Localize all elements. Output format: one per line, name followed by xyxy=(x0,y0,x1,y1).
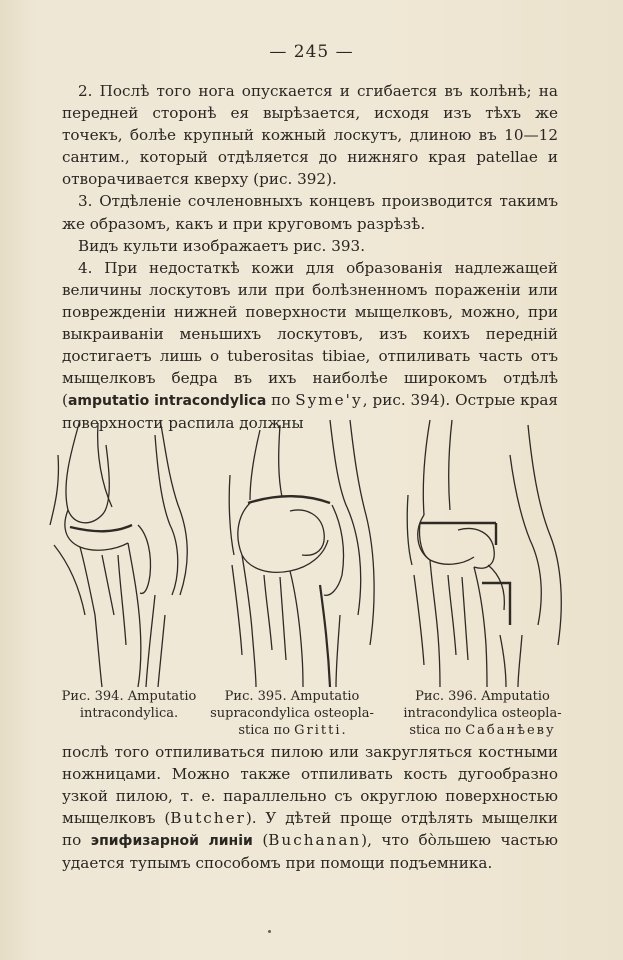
p4-text-b: по xyxy=(266,391,296,410)
caption-395-line2: supracondylica osteopla- xyxy=(210,706,374,721)
figure-396-illustration xyxy=(400,415,580,690)
caption-396-line2: intracondylica osteopla- xyxy=(403,706,562,721)
pb-text-a: послѣ того отпиливаться пилою или закругляться костными ножницами. Можно также отпиливать кость дугообразно узкой пилою, т. е. параллельно съ округлою поверхностью мыщелковъ ( xyxy=(62,743,558,828)
caption-396-author: Сабанѣеву xyxy=(465,723,556,738)
pb-text-d: ), что бо̀льшею частью удается тупымъ способомъ при помощи подъемника. xyxy=(62,831,558,873)
caption-395-text: stica по xyxy=(238,723,295,738)
pb-author-butcher: Butcher xyxy=(170,809,246,828)
caption-395-line3 xyxy=(207,722,377,739)
caption-395-end: . xyxy=(341,723,346,738)
caption-394 xyxy=(54,688,204,722)
caption-394-line2: intracondylica. xyxy=(79,706,179,721)
paragraph-3: 3. Отдѣленіе сочленовныхъ концевъ производится такимъ же образомъ, какъ и при круговомъ разрѣзѣ. xyxy=(62,192,558,233)
p4-text-c: , рис. 394). Острые края поверхности распила должны xyxy=(62,391,558,433)
text-block-bottom xyxy=(62,741,558,875)
pb-text-c: ( xyxy=(252,831,269,850)
caption-396 xyxy=(395,688,570,739)
paragraph-stump: Видъ культи изображаетъ рис. 393. xyxy=(78,236,366,255)
pb-text-b: ). У дѣтей проще отдѣлять мыщелки по xyxy=(62,809,558,850)
figure-395-illustration xyxy=(220,415,395,690)
pb-author-buchanan: Buchanan xyxy=(268,831,362,850)
ink-speck xyxy=(268,930,271,933)
caption-395 xyxy=(207,688,377,739)
text-block-top xyxy=(62,80,558,435)
caption-396-line1: Рис. 396. Amputatio xyxy=(415,689,550,704)
figure-394-illustration xyxy=(40,415,210,690)
page-number: — 245 — xyxy=(269,42,354,62)
paragraph-4 xyxy=(62,257,558,435)
p4-text-a: 4. При недостаткѣ кожи для образованія надлежащей величины лоскутовъ или при болѣзненномъ пораженіи или поврежденіи нижней поверхности мыщелковъ, можно, при выкраиваніи меньшихъ лоскутовъ, изъ коихъ передній достигаетъ лишь о tuberositas tibiae, отпиливать часть отъ мыщелковъ бедра въ ихъ наиболѣе широкомъ отдѣлѣ ( xyxy=(62,258,558,410)
caption-396-line3 xyxy=(395,722,570,739)
figure-group xyxy=(40,415,580,695)
caption-396-text: stica по xyxy=(409,723,466,738)
caption-395-author: Gritti xyxy=(294,723,342,738)
paragraph-continued xyxy=(62,741,558,875)
p4-bold-term: amputatio intracondylica xyxy=(67,393,267,410)
caption-395-line1: Рис. 395. Amputatio xyxy=(224,689,360,704)
p4-author: Syme'у xyxy=(295,391,363,410)
caption-394-line1: Рис. 394. Amputatio xyxy=(61,689,197,704)
pb-bold-term: эпифизарной линіи xyxy=(90,833,253,850)
paragraph-2: 2. Послѣ того нога опускается и сгибается въ колѣнѣ; на передней сторонѣ ея вырѣзается, исходя изъ тѣхъ же точекъ, болѣе крупный кожный лоскутъ, длиною въ 10—12 сантим., который отдѣляется до нижняго края patellae и отворачивается кверху (рис. 392). xyxy=(62,82,558,189)
